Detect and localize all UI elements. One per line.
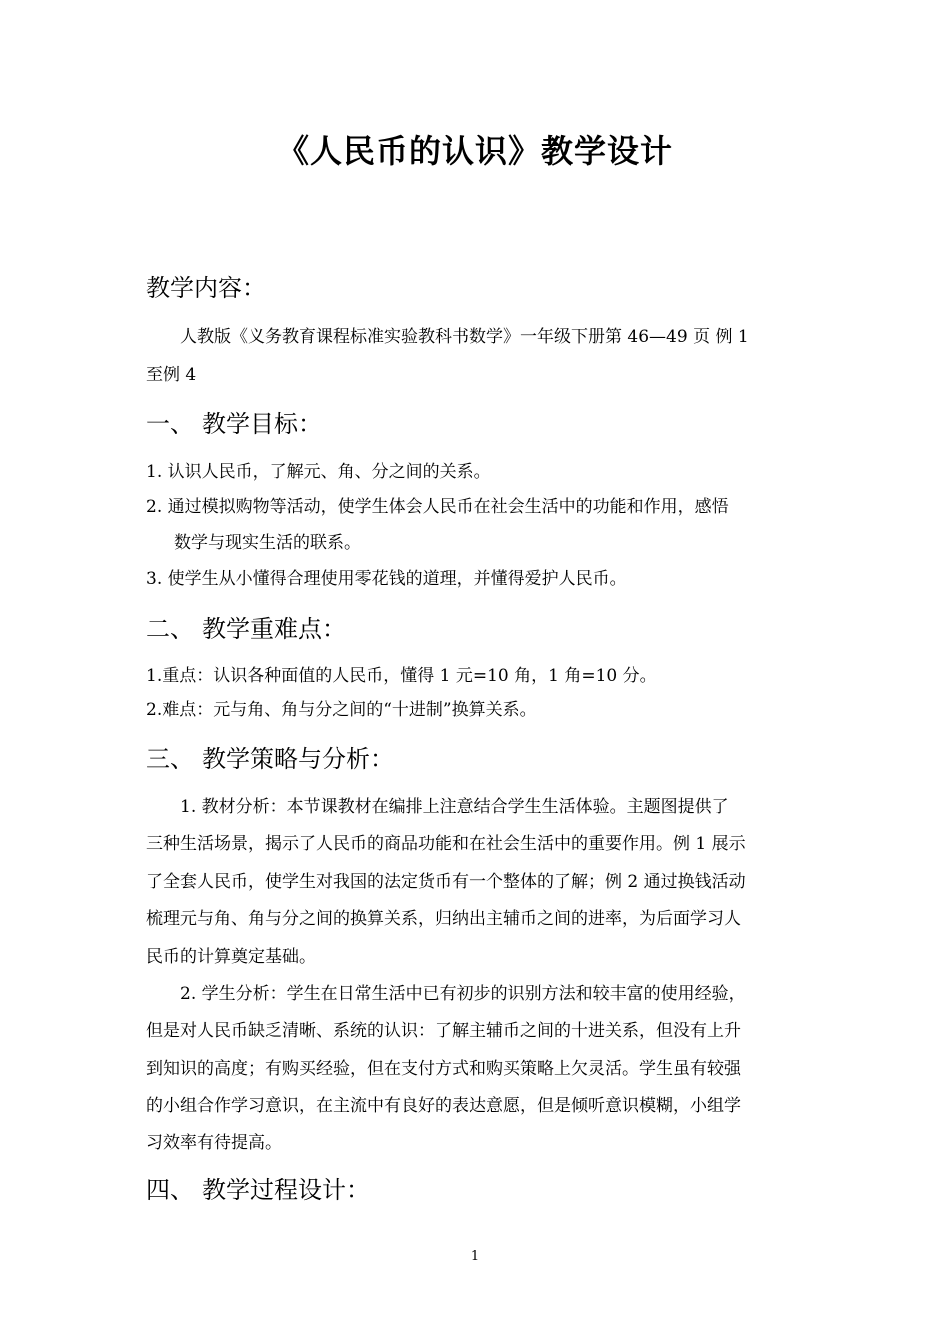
paragraph-line: 梳理元与角、角与分之间的换算关系，归纳出主辅币之间的进率，为后面学习人: [146, 909, 741, 929]
list-item: 1. 认识人民币，了解元、角、分之间的关系。: [146, 462, 491, 482]
paragraph-line: 但是对人民币缺乏清晰、系统的认识：了解主辅币之间的十进关系，但没有上升: [146, 1021, 741, 1041]
list-item: 2.难点：元与角、角与分之间的“十进制”换算关系。: [146, 700, 537, 720]
section-title: 教学策略与分析：: [202, 745, 394, 773]
content-line: 至例 4: [146, 365, 197, 385]
list-item-continuation: 数学与现实生活的联系。: [174, 533, 361, 553]
section-number: 三、: [146, 745, 194, 773]
paragraph-line: 了全套人民币，使学生对我国的法定货币有一个整体的了解；例 2 通过换钱活动: [146, 872, 746, 892]
section-title: 教学重难点：: [202, 615, 346, 643]
paragraph-line: 2. 学生分析：学生在日常生活中已有初步的识别方法和较丰富的使用经验，: [180, 984, 746, 1004]
list-item: 2. 通过模拟购物等活动，使学生体会人民币在社会生活中的功能和作用，感悟: [146, 497, 729, 517]
paragraph-line: 的小组合作学习意识，在主流中有良好的表达意愿，但是倾听意识模糊，小组学: [146, 1096, 741, 1116]
section-heading-process: [146, 1170, 370, 1205]
content-line: 人教版《义务教育课程标准实验教科书数学》一年级下册第 46—49 页 例 1: [180, 327, 749, 347]
paragraph-line: 民币的计算奠定基础。: [146, 947, 316, 967]
list-item: 3. 使学生从小懂得合理使用零花钱的道理，并懂得爱护人民币。: [146, 569, 627, 589]
section-title: 教学目标：: [202, 410, 322, 438]
page-number: 1: [470, 1249, 480, 1264]
section-number: 四、: [146, 1176, 194, 1204]
section-heading-objectives: [146, 404, 322, 439]
section-title: 教学过程设计：: [202, 1176, 370, 1204]
paragraph-line: 习效率有待提高。: [146, 1133, 282, 1153]
section-heading-key-points: [146, 609, 346, 644]
list-item: 1.重点：认识各种面值的人民币，懂得 1 元=10 角，1 角=10 分。: [146, 666, 657, 686]
section-number: 二、: [146, 615, 194, 643]
paragraph-line: 到知识的高度；有购买经验，但在支付方式和购买策略上欠灵活。学生虽有较强: [146, 1059, 741, 1079]
content-heading: 教学内容：: [146, 274, 266, 302]
paragraph-line: 1. 教材分析：本节课教材在编排上注意结合学生生活体验。主题图提供了: [180, 797, 729, 817]
section-heading-strategy: [146, 739, 394, 774]
paragraph-line: 三种生活场景，揭示了人民币的商品功能和在社会生活中的重要作用。例 1 展示: [146, 834, 746, 854]
document-title: 《人民币的认识》教学设计: [276, 132, 673, 170]
section-number: 一、: [146, 410, 194, 438]
